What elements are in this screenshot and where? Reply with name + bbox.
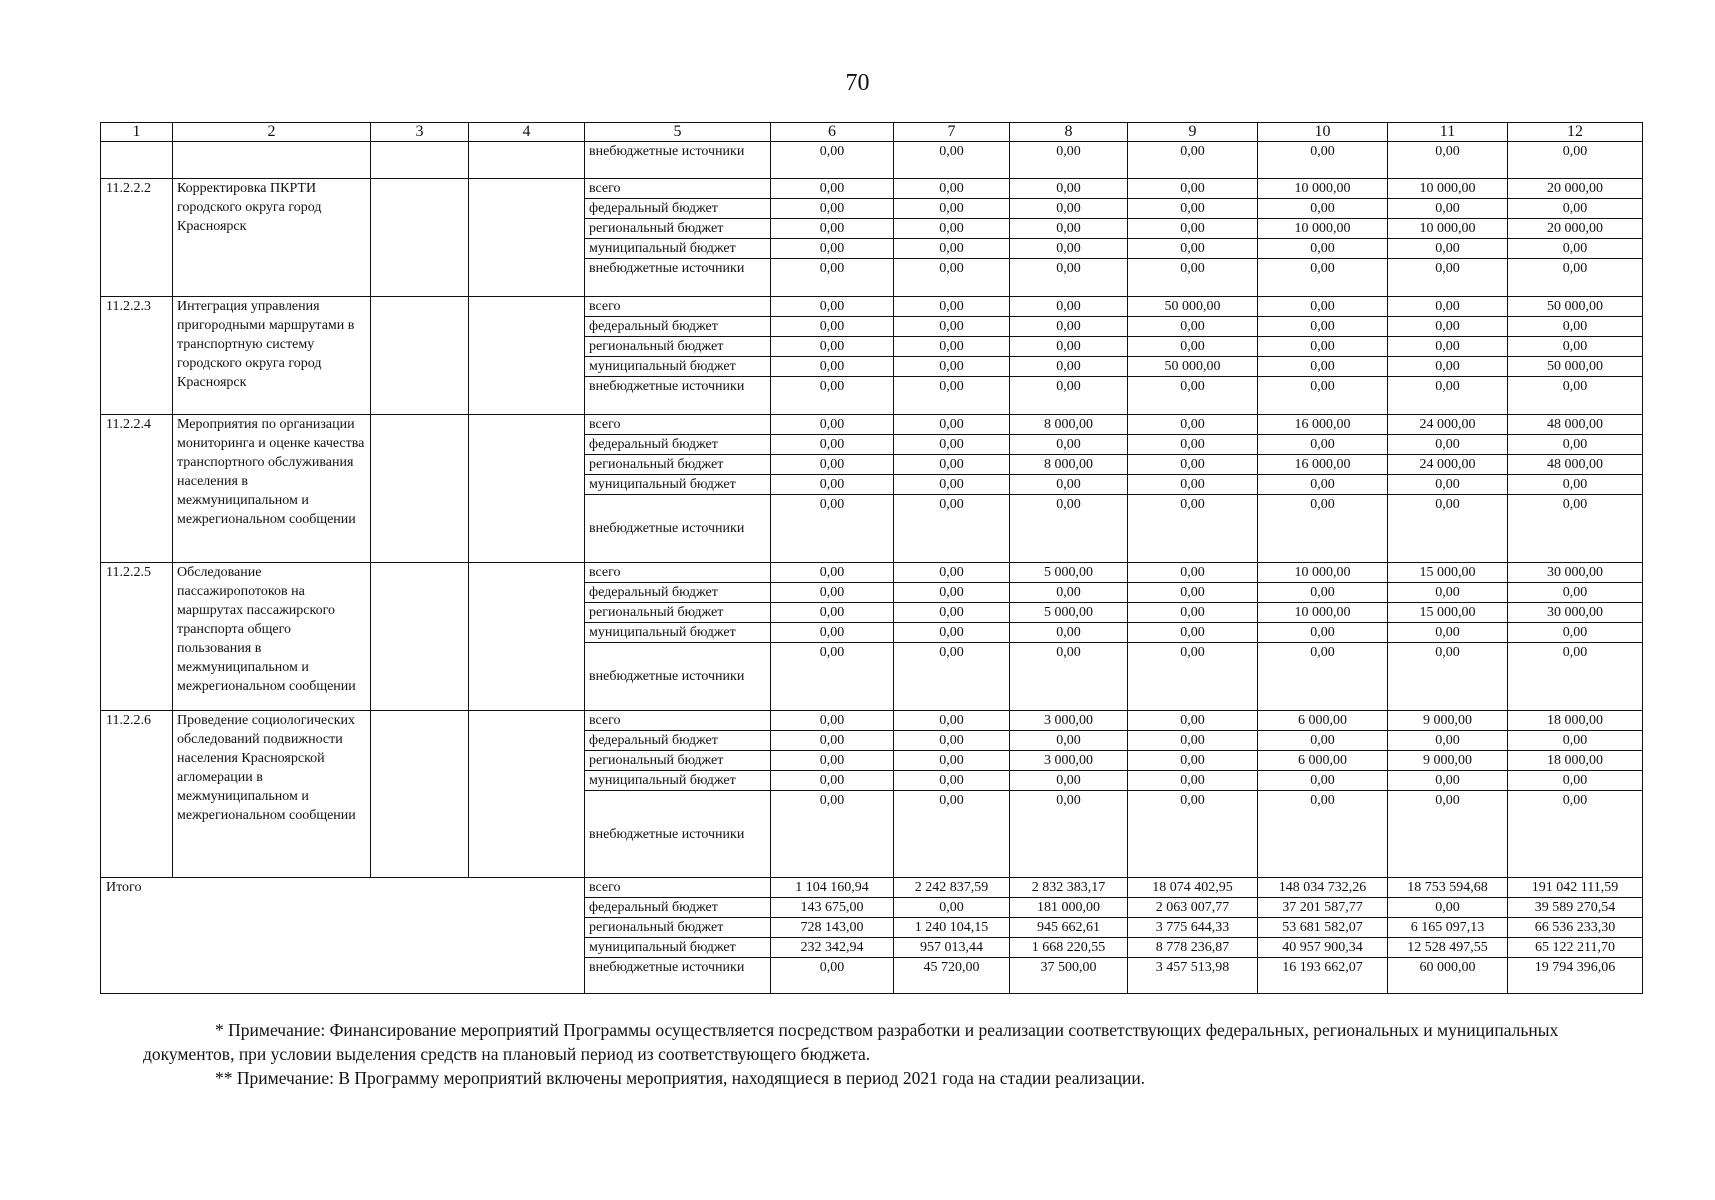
value-cell: 0,00 (1388, 643, 1508, 711)
measure-code: 11.2.2.6 (101, 711, 173, 878)
value-cell: 0,00 (1128, 199, 1258, 219)
value-cell: 2 832 383,17 (1010, 878, 1128, 898)
source-cell: федеральный бюджет (585, 731, 771, 751)
source-cell: внебюджетные источники (585, 377, 771, 415)
value-cell: 0,00 (894, 435, 1010, 455)
empty-cell (371, 711, 469, 878)
value-cell: 0,00 (1010, 357, 1128, 377)
value-cell: 0,00 (1258, 142, 1388, 179)
value-cell: 0,00 (1128, 711, 1258, 731)
value-cell: 0,00 (1010, 317, 1128, 337)
value-cell: 0,00 (771, 317, 894, 337)
column-number: 10 (1258, 123, 1388, 142)
measure-name: Обследование пассажиропотоков на маршрутах пассажирского транспорта общего пользования в межмуниципальном и межрегиональном сообщении (173, 563, 371, 711)
value-cell: 0,00 (1258, 297, 1388, 317)
value-cell: 0,00 (1128, 731, 1258, 751)
value-cell: 0,00 (1128, 239, 1258, 259)
value-cell: 0,00 (894, 731, 1010, 751)
value-cell: 53 681 582,07 (1258, 918, 1388, 938)
value-cell: 0,00 (894, 771, 1010, 791)
value-cell: 0,00 (1508, 435, 1643, 455)
value-cell: 65 122 211,70 (1508, 938, 1643, 958)
value-cell: 48 000,00 (1508, 415, 1643, 435)
value-cell: 0,00 (1508, 377, 1643, 415)
value-cell: 0,00 (771, 623, 894, 643)
value-cell: 40 957 900,34 (1258, 938, 1388, 958)
value-cell: 0,00 (1128, 142, 1258, 179)
value-cell: 15 000,00 (1388, 603, 1508, 623)
value-cell: 0,00 (771, 711, 894, 731)
source-cell: муниципальный бюджет (585, 357, 771, 377)
value-cell: 0,00 (894, 337, 1010, 357)
source-cell: региональный бюджет (585, 337, 771, 357)
value-cell: 8 000,00 (1010, 415, 1128, 435)
source-cell: федеральный бюджет (585, 317, 771, 337)
source-cell: всего (585, 415, 771, 435)
value-cell: 16 000,00 (1258, 415, 1388, 435)
table-row (101, 415, 1643, 435)
value-cell: 0,00 (771, 731, 894, 751)
value-cell: 0,00 (1508, 583, 1643, 603)
measure-name: Проведение социологических обследований подвижности населения Красноярской агломерации в межмуниципальном и межрегиональном сообщении (173, 711, 371, 878)
value-cell: 0,00 (1128, 583, 1258, 603)
value-cell: 0,00 (1508, 623, 1643, 643)
value-cell: 0,00 (1010, 199, 1128, 219)
value-cell: 0,00 (771, 583, 894, 603)
source-cell: федеральный бюджет (585, 435, 771, 455)
value-cell: 0,00 (894, 583, 1010, 603)
value-cell: 0,00 (1010, 297, 1128, 317)
value-cell: 0,00 (1258, 337, 1388, 357)
value-cell: 18 000,00 (1508, 751, 1643, 771)
value-cell: 3 775 644,33 (1128, 918, 1258, 938)
value-cell: 0,00 (894, 603, 1010, 623)
value-cell: 20 000,00 (1508, 179, 1643, 199)
value-cell: 1 104 160,94 (771, 878, 894, 898)
value-cell: 50 000,00 (1128, 357, 1258, 377)
measure-name: Корректировка ПКРТИ городского округа город Красноярск (173, 179, 371, 297)
value-cell: 10 000,00 (1258, 179, 1388, 199)
empty-cell (469, 711, 585, 878)
measure-code: 11.2.2.3 (101, 297, 173, 415)
value-cell: 0,00 (894, 239, 1010, 259)
value-cell: 30 000,00 (1508, 563, 1643, 583)
value-cell: 2 063 007,77 (1128, 898, 1258, 918)
value-cell: 181 000,00 (1010, 898, 1128, 918)
total-row (101, 878, 1643, 898)
value-cell: 1 668 220,55 (1010, 938, 1128, 958)
value-cell: 24 000,00 (1388, 455, 1508, 475)
measure-code: 11.2.2.2 (101, 179, 173, 297)
value-cell: 0,00 (1508, 771, 1643, 791)
value-cell: 945 662,61 (1010, 918, 1128, 938)
source-cell: региональный бюджет (585, 751, 771, 771)
value-cell: 0,00 (1128, 337, 1258, 357)
value-cell: 0,00 (771, 751, 894, 771)
value-cell: 0,00 (771, 377, 894, 415)
value-cell: 0,00 (1128, 751, 1258, 771)
value-cell: 191 042 111,59 (1508, 878, 1643, 898)
measure-name: Мероприятия по организации мониторинга и оценке качества транспортного обслуживания населения в межмуниципальном и межрегиональном сообщении (173, 415, 371, 563)
value-cell: 0,00 (771, 791, 894, 878)
value-cell: 0,00 (771, 771, 894, 791)
column-number-row (101, 123, 1643, 142)
value-cell: 0,00 (1128, 563, 1258, 583)
value-cell: 50 000,00 (1508, 297, 1643, 317)
footnote-1: * Примечание: Финансирование мероприятий Программы осуществляется посредством разработки и реализации соответствующих федеральных, региональных и муниципальных документов, при условии выделения средств на плановый период из соответствующего бюджета. (143, 1020, 1559, 1064)
empty-cell (469, 297, 585, 415)
value-cell: 9 000,00 (1388, 711, 1508, 731)
value-cell: 0,00 (1128, 179, 1258, 199)
value-cell: 0,00 (771, 357, 894, 377)
value-cell: 0,00 (894, 142, 1010, 179)
value-cell: 0,00 (894, 643, 1010, 711)
value-cell: 0,00 (1258, 357, 1388, 377)
value-cell: 0,00 (1010, 259, 1128, 297)
value-cell: 0,00 (1388, 623, 1508, 643)
value-cell: 0,00 (1388, 898, 1508, 918)
empty-cell (371, 179, 469, 297)
value-cell: 0,00 (1258, 643, 1388, 711)
empty-cell (371, 415, 469, 563)
source-cell: муниципальный бюджет (585, 239, 771, 259)
table-body (101, 142, 1643, 994)
measure-code: 11.2.2.5 (101, 563, 173, 711)
value-cell: 0,00 (894, 317, 1010, 337)
value-cell: 9 000,00 (1388, 751, 1508, 771)
value-cell: 18 753 594,68 (1388, 878, 1508, 898)
value-cell: 0,00 (1010, 771, 1128, 791)
source-cell: всего (585, 297, 771, 317)
value-cell: 728 143,00 (771, 918, 894, 938)
table-row (101, 563, 1643, 583)
value-cell: 0,00 (1388, 317, 1508, 337)
value-cell: 0,00 (1128, 435, 1258, 455)
value-cell: 0,00 (894, 455, 1010, 475)
value-cell: 0,00 (1258, 199, 1388, 219)
value-cell: 0,00 (1010, 377, 1128, 415)
value-cell: 24 000,00 (1388, 415, 1508, 435)
value-cell: 0,00 (1388, 357, 1508, 377)
value-cell: 0,00 (1508, 337, 1643, 357)
value-cell: 10 000,00 (1388, 179, 1508, 199)
table-row (101, 179, 1643, 199)
empty-cell (371, 563, 469, 711)
page-number: 70 (845, 70, 870, 96)
value-cell: 148 034 732,26 (1258, 878, 1388, 898)
source-cell: муниципальный бюджет (585, 938, 771, 958)
value-cell: 50 000,00 (1508, 357, 1643, 377)
value-cell: 0,00 (894, 415, 1010, 435)
budget-table (100, 122, 1643, 994)
value-cell: 6 165 097,13 (1388, 918, 1508, 938)
value-cell: 0,00 (1508, 731, 1643, 751)
value-cell: 0,00 (1010, 337, 1128, 357)
value-cell: 0,00 (1388, 239, 1508, 259)
value-cell: 6 000,00 (1258, 751, 1388, 771)
value-cell: 0,00 (894, 563, 1010, 583)
value-cell: 0,00 (1388, 583, 1508, 603)
value-cell: 0,00 (1128, 455, 1258, 475)
source-cell: внебюджетные источники (585, 643, 771, 711)
table-row (101, 711, 1643, 731)
value-cell: 0,00 (771, 337, 894, 357)
source-cell: региональный бюджет (585, 918, 771, 938)
value-cell: 0,00 (1508, 791, 1643, 878)
value-cell: 0,00 (1258, 377, 1388, 415)
value-cell: 50 000,00 (1128, 297, 1258, 317)
value-cell: 0,00 (1258, 435, 1388, 455)
column-number: 9 (1128, 123, 1258, 142)
value-cell: 0,00 (1388, 199, 1508, 219)
value-cell: 143 675,00 (771, 898, 894, 918)
value-cell: 0,00 (894, 711, 1010, 731)
source-cell: внебюджетные источники (585, 142, 771, 179)
value-cell: 39 589 270,54 (1508, 898, 1643, 918)
column-number: 2 (173, 123, 371, 142)
source-cell: региональный бюджет (585, 603, 771, 623)
value-cell: 0,00 (1388, 435, 1508, 455)
value-cell: 0,00 (894, 623, 1010, 643)
value-cell: 0,00 (1010, 731, 1128, 751)
value-cell: 0,00 (1010, 791, 1128, 878)
value-cell: 0,00 (771, 475, 894, 495)
total-label: Итого (101, 878, 585, 994)
value-cell: 0,00 (1508, 199, 1643, 219)
value-cell: 48 000,00 (1508, 455, 1643, 475)
table-row (101, 142, 1643, 179)
value-cell: 0,00 (1258, 791, 1388, 878)
column-number: 6 (771, 123, 894, 142)
value-cell: 0,00 (1128, 643, 1258, 711)
value-cell: 0,00 (894, 475, 1010, 495)
column-number: 7 (894, 123, 1010, 142)
source-cell: федеральный бюджет (585, 583, 771, 603)
value-cell: 0,00 (1258, 475, 1388, 495)
value-cell: 18 000,00 (1508, 711, 1643, 731)
value-cell: 0,00 (1508, 239, 1643, 259)
value-cell: 0,00 (1128, 603, 1258, 623)
source-cell: региональный бюджет (585, 219, 771, 239)
source-cell: внебюджетные источники (585, 791, 771, 878)
empty-cell (469, 142, 585, 179)
value-cell: 0,00 (771, 958, 894, 994)
value-cell: 0,00 (1010, 643, 1128, 711)
value-cell: 0,00 (1010, 475, 1128, 495)
value-cell: 0,00 (894, 259, 1010, 297)
column-number: 4 (469, 123, 585, 142)
column-number: 12 (1508, 123, 1643, 142)
value-cell: 0,00 (1388, 731, 1508, 751)
value-cell: 8 778 236,87 (1128, 938, 1258, 958)
empty-cell (469, 415, 585, 563)
value-cell: 0,00 (771, 563, 894, 583)
value-cell: 0,00 (1128, 771, 1258, 791)
source-cell: внебюджетные источники (585, 259, 771, 297)
value-cell: 0,00 (1258, 731, 1388, 751)
value-cell: 0,00 (1508, 495, 1643, 563)
value-cell: 0,00 (771, 415, 894, 435)
value-cell: 0,00 (771, 455, 894, 475)
value-cell: 0,00 (1258, 239, 1388, 259)
source-cell: региональный бюджет (585, 455, 771, 475)
value-cell: 0,00 (1128, 791, 1258, 878)
value-cell: 8 000,00 (1010, 455, 1128, 475)
value-cell: 0,00 (894, 219, 1010, 239)
column-number: 8 (1010, 123, 1128, 142)
value-cell: 0,00 (1128, 377, 1258, 415)
value-cell: 0,00 (1258, 259, 1388, 297)
empty-cell (371, 142, 469, 179)
value-cell: 0,00 (1388, 142, 1508, 179)
value-cell: 0,00 (894, 199, 1010, 219)
value-cell: 18 074 402,95 (1128, 878, 1258, 898)
value-cell: 0,00 (894, 751, 1010, 771)
footnotes (143, 1018, 1643, 1090)
value-cell: 0,00 (894, 898, 1010, 918)
value-cell: 15 000,00 (1388, 563, 1508, 583)
value-cell: 0,00 (1388, 495, 1508, 563)
value-cell: 0,00 (1388, 337, 1508, 357)
source-cell: федеральный бюджет (585, 898, 771, 918)
source-cell: всего (585, 711, 771, 731)
empty-cell (469, 179, 585, 297)
value-cell: 232 342,94 (771, 938, 894, 958)
footnote-2: ** Примечание: В Программу мероприятий включены мероприятия, находящиеся в период 2021 года на стадии реализации. (215, 1068, 1146, 1088)
measure-name: Интеграция управления пригородными маршрутами в транспортную систему городского округа город Красноярск (173, 297, 371, 415)
value-cell: 0,00 (1010, 219, 1128, 239)
value-cell: 16 000,00 (1258, 455, 1388, 475)
value-cell: 0,00 (894, 495, 1010, 563)
value-cell: 0,00 (1508, 142, 1643, 179)
value-cell: 0,00 (771, 297, 894, 317)
value-cell: 6 000,00 (1258, 711, 1388, 731)
source-cell: федеральный бюджет (585, 199, 771, 219)
value-cell: 2 242 837,59 (894, 878, 1010, 898)
value-cell: 0,00 (1128, 219, 1258, 239)
value-cell: 0,00 (771, 199, 894, 219)
value-cell: 0,00 (1010, 239, 1128, 259)
value-cell: 0,00 (771, 259, 894, 297)
value-cell: 0,00 (1128, 259, 1258, 297)
empty-cell (371, 297, 469, 415)
value-cell: 0,00 (894, 791, 1010, 878)
value-cell: 0,00 (1010, 179, 1128, 199)
value-cell: 37 201 587,77 (1258, 898, 1388, 918)
value-cell: 0,00 (894, 357, 1010, 377)
value-cell: 1 240 104,15 (894, 918, 1010, 938)
source-cell: всего (585, 878, 771, 898)
value-cell: 0,00 (1508, 317, 1643, 337)
value-cell: 0,00 (771, 179, 894, 199)
source-cell: муниципальный бюджет (585, 475, 771, 495)
source-cell: муниципальный бюджет (585, 623, 771, 643)
value-cell: 10 000,00 (1388, 219, 1508, 239)
value-cell: 0,00 (771, 603, 894, 623)
value-cell: 0,00 (1388, 791, 1508, 878)
value-cell: 0,00 (1258, 583, 1388, 603)
value-cell: 10 000,00 (1258, 603, 1388, 623)
value-cell: 0,00 (1388, 771, 1508, 791)
value-cell: 0,00 (1388, 259, 1508, 297)
column-number: 11 (1388, 123, 1508, 142)
code-cell (101, 142, 173, 179)
value-cell: 10 000,00 (1258, 219, 1388, 239)
value-cell: 0,00 (1388, 475, 1508, 495)
value-cell: 16 193 662,07 (1258, 958, 1388, 994)
value-cell: 0,00 (1010, 142, 1128, 179)
value-cell: 0,00 (894, 179, 1010, 199)
source-cell: внебюджетные источники (585, 958, 771, 994)
source-cell: всего (585, 179, 771, 199)
value-cell: 20 000,00 (1508, 219, 1643, 239)
value-cell: 0,00 (1388, 377, 1508, 415)
value-cell: 0,00 (771, 643, 894, 711)
value-cell: 37 500,00 (1010, 958, 1128, 994)
value-cell: 0,00 (771, 142, 894, 179)
value-cell: 0,00 (1258, 623, 1388, 643)
table-row (101, 297, 1643, 317)
value-cell: 0,00 (1258, 317, 1388, 337)
value-cell: 0,00 (1128, 475, 1258, 495)
value-cell: 0,00 (1010, 495, 1128, 563)
value-cell: 30 000,00 (1508, 603, 1643, 623)
value-cell: 0,00 (1258, 495, 1388, 563)
column-number: 3 (371, 123, 469, 142)
column-number: 1 (101, 123, 173, 142)
empty-cell (469, 563, 585, 711)
value-cell: 0,00 (1128, 495, 1258, 563)
value-cell: 3 000,00 (1010, 751, 1128, 771)
value-cell: 0,00 (1010, 623, 1128, 643)
value-cell: 0,00 (894, 377, 1010, 415)
value-cell: 0,00 (1508, 643, 1643, 711)
value-cell: 3 457 513,98 (1128, 958, 1258, 994)
value-cell: 0,00 (771, 239, 894, 259)
value-cell: 0,00 (1258, 771, 1388, 791)
name-cell (173, 142, 371, 179)
value-cell: 19 794 396,06 (1508, 958, 1643, 994)
value-cell: 45 720,00 (894, 958, 1010, 994)
value-cell: 0,00 (1508, 259, 1643, 297)
source-cell: всего (585, 563, 771, 583)
value-cell: 60 000,00 (1388, 958, 1508, 994)
value-cell: 957 013,44 (894, 938, 1010, 958)
value-cell: 66 536 233,30 (1508, 918, 1643, 938)
measure-code: 11.2.2.4 (101, 415, 173, 563)
value-cell: 0,00 (1128, 415, 1258, 435)
value-cell: 0,00 (771, 435, 894, 455)
value-cell: 0,00 (1128, 623, 1258, 643)
column-number: 5 (585, 123, 771, 142)
source-cell: муниципальный бюджет (585, 771, 771, 791)
value-cell: 0,00 (1388, 297, 1508, 317)
value-cell: 0,00 (1508, 475, 1643, 495)
value-cell: 0,00 (771, 495, 894, 563)
value-cell: 3 000,00 (1010, 711, 1128, 731)
value-cell: 0,00 (1128, 317, 1258, 337)
value-cell: 12 528 497,55 (1388, 938, 1508, 958)
value-cell: 5 000,00 (1010, 563, 1128, 583)
value-cell: 5 000,00 (1010, 603, 1128, 623)
source-cell: внебюджетные источники (585, 495, 771, 563)
value-cell: 10 000,00 (1258, 563, 1388, 583)
value-cell: 0,00 (1010, 583, 1128, 603)
value-cell: 0,00 (1010, 435, 1128, 455)
value-cell: 0,00 (894, 297, 1010, 317)
value-cell: 0,00 (771, 219, 894, 239)
